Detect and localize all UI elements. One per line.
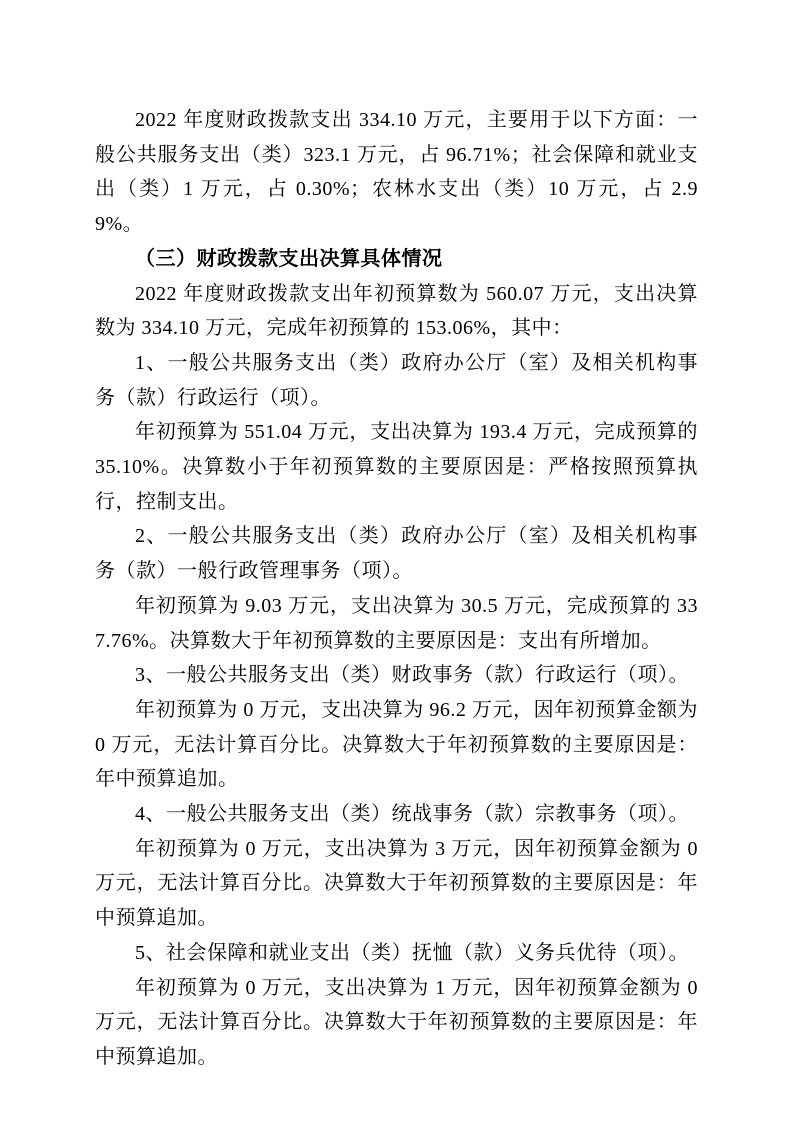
paragraph-item1-title: 1、一般公共服务支出（类）政府办公厅（室）及相关机构事务（款）行政运行（项）。 bbox=[95, 351, 698, 409]
section-heading-specific-situation: （三）财政拨款支出决算具体情况 bbox=[135, 247, 443, 270]
paragraph-item3-detail: 年初预算为 0 万元，支出决算为 96.2 万元，因年初预算金额为 0 万元，无法计算百分比。决算数大于年初预算数的主要原因是：年中预算追加。 bbox=[95, 698, 698, 791]
paragraph-item3-title: 3、一般公共服务支出（类）财政事务（款）行政运行（项）。 bbox=[135, 664, 689, 687]
document-content bbox=[95, 103, 698, 1075]
paragraph-budget-summary: 2022 年度财政拨款支出年初预算数为 560.07 万元，支出决算数为 334.10 万元，完成年初预算的 153.06%，其中： bbox=[95, 282, 698, 340]
paragraph-item5-title: 5、社会保障和就业支出（类）抚恤（款）义务兵优待（项）。 bbox=[135, 941, 689, 964]
paragraph-item2-title: 2、一般公共服务支出（类）政府办公厅（室）及相关机构事务（款）一般行政管理事务（项）。 bbox=[95, 525, 698, 583]
paragraph-item5-detail: 年初预算为 0 万元，支出决算为 1 万元，因年初预算金额为 0 万元，无法计算百分比。决算数大于年初预算数的主要原因是：年中预算追加。 bbox=[95, 976, 698, 1068]
paragraph-funding-overview: 2022 年度财政拨款支出 334.10 万元，主要用于以下方面：一般公共服务支出（类）323.1 万元，占 96.71%；社会保障和就业支出（类）1 万元，占 0.30%；农林水支出（类）10 万元，占 2.99%。 bbox=[95, 109, 698, 236]
paragraph-item2-detail: 年初预算为 9.03 万元，支出决算为 30.5 万元，完成预算的 337.76%。决算数大于年初预算数的主要原因是：支出有所增加。 bbox=[95, 594, 698, 652]
paragraph-item4-detail: 年初预算为 0 万元，支出决算为 3 万元，因年初预算金额为 0 万元，无法计算百分比。决算数大于年初预算数的主要原因是：年中预算追加。 bbox=[95, 837, 698, 930]
paragraph-item1-detail: 年初预算为 551.04 万元，支出决算为 193.4 万元，完成预算的 35.10%。决算数小于年初预算数的主要原因是：严格按照预算执行，控制支出。 bbox=[95, 421, 698, 513]
paragraph-item4-title: 4、一般公共服务支出（类）统战事务（款）宗教事务（项）。 bbox=[135, 803, 689, 826]
